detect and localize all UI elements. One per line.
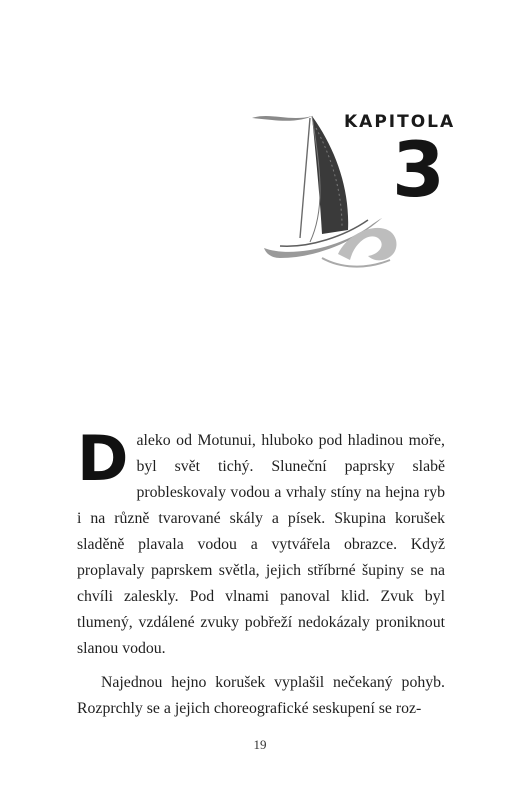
chapter-label: KAPITOLA — [344, 112, 456, 132]
chapter-body — [77, 422, 445, 722]
paragraph-1-text: aleko od Motunui, hluboko pod hladinou moře, byl svět tichý. Sluneční paprsky slabě probleskovaly vodou a vrhaly stíny na hejna ryb i na různě tvarované skály a písek. Skupina korušek sladěně plavala vodou a vytvářela obrazce. Když proplavaly paprskem světla, jejich stříbrné šupiny se na chvíli zaleskly. Pod vlnami panoval klid. Zvuk byl tlumený, vzdálené zvuky pobřeží nedokázaly proniknout slanou vodou. — [77, 432, 445, 657]
paragraph-2: Najednou hejno korušek vyplašil nečekaný pohyb. Rozprchly se a jejich choreografické seskupení se roz- — [77, 674, 445, 717]
page-number: 19 — [253, 737, 267, 752]
paragraph-1 — [77, 422, 445, 662]
drop-cap: D — [77, 422, 129, 495]
chapter-number: 3 — [392, 125, 445, 214]
sailboat-icon — [250, 108, 400, 270]
